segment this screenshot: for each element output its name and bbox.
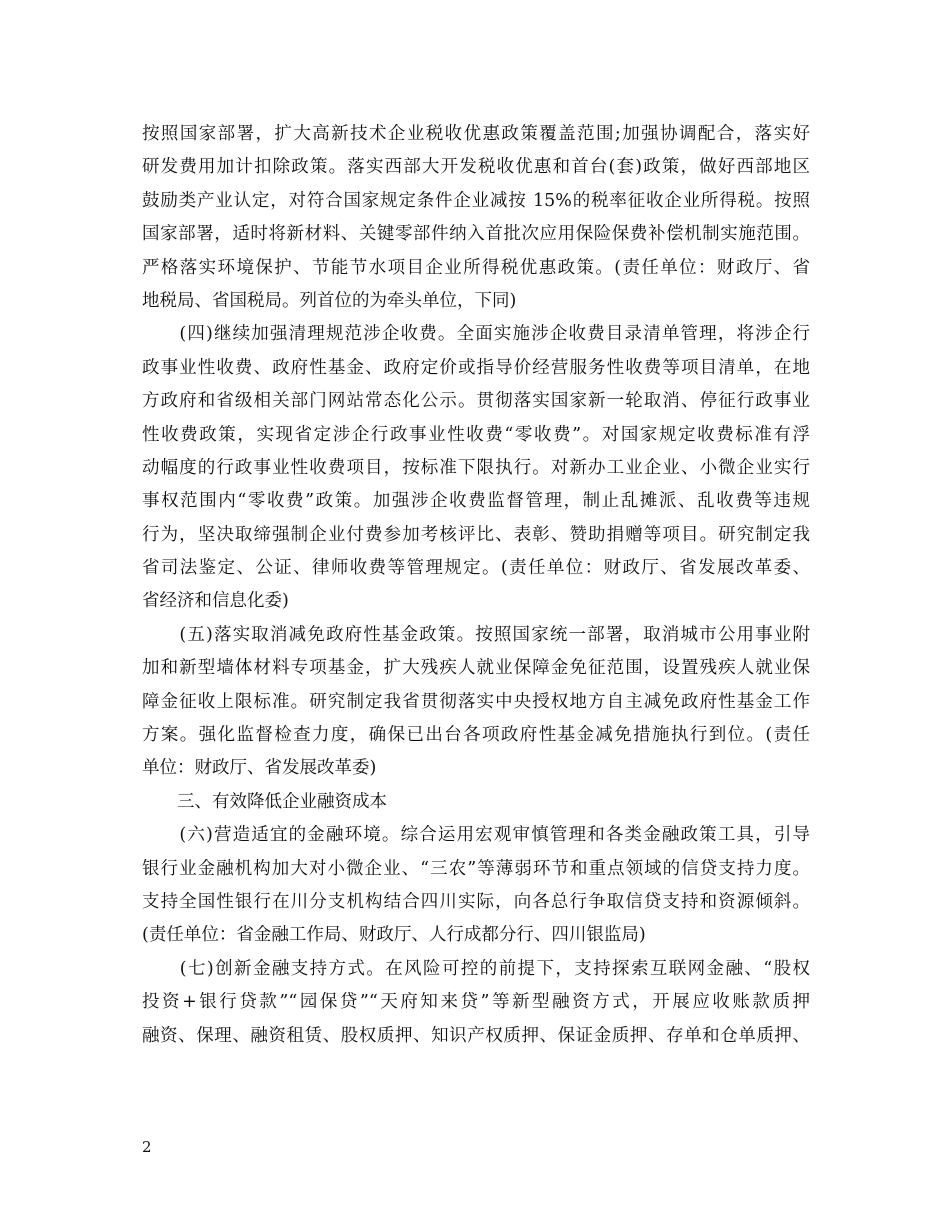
text-line: 政事业性收费、政府性基金、政府定价或指导价经营服务性收费等项目清单，在地 — [142, 357, 810, 378]
text-line: 银行业金融机构加大对小微企业、“三农”等薄弱环节和重点领域的信贷支持力度。 — [142, 858, 810, 879]
text-line: 性收费政策，实现省定涉企行政事业性收费“零收费”。对国家规定收费标准有浮 — [142, 424, 810, 445]
text-line: 加和新型墙体材料专项基金，扩大残疾人就业保障金免征范围，设置残疾人就业保 — [142, 658, 810, 679]
text-line: 方政府和省级相关部门网站常态化公示。贯彻落实国家新一轮取消、停征行政事业 — [142, 391, 810, 412]
document-body — [142, 118, 810, 1053]
text-line: 省经济和信息化委) — [142, 591, 289, 612]
text-line: 单位：财政厅、省发展改革委) — [142, 758, 377, 779]
text-line: 省司法鉴定、公证、律师收费等管理规定。(责任单位：财政厅、省发展改革委、 — [142, 558, 810, 579]
text-line: (七)创新金融支持方式。在风险可控的前提下，支持探索互联网金融、“股权 — [142, 958, 810, 979]
text-line: 事权范围内“零收费”政策。加强涉企收费监督管理，制止乱摊派、乱收费等违规 — [142, 491, 810, 512]
text-line: 鼓励类产业认定，对符合国家规定条件企业减按 15%的税率征收企业所得税。按照 — [142, 190, 810, 211]
text-line: 严格落实环境保护、节能节水项目企业所得税优惠政策。(责任单位：财政厅、省 — [142, 257, 810, 278]
text-line: 融资、保理、融资租赁、股权质押、知识产权质押、保证金质押、存单和仓单质押、 — [142, 1025, 810, 1046]
text-line: (六)营造适宜的金融环境。综合运用宏观审慎管理和各类金融政策工具，引导 — [142, 825, 810, 846]
text-line: (四)继续加强清理规范涉企收费。全面实施涉企收费目录清单管理，将涉企行 — [142, 324, 810, 345]
text-line: 投资+银行贷款”“园保贷”“天府知来贷”等新型融资方式，开展应收账款质押 — [142, 992, 810, 1013]
text-line: 三、有效降低企业融资成本 — [142, 791, 387, 812]
text-line: (责任单位：省金融工作局、财政厅、人行成都分行、四川银监局) — [142, 925, 646, 946]
text-line: 方案。强化监督检查力度，确保已出台各项政府性基金减免措施执行到位。(责任 — [142, 725, 810, 746]
text-line: 行为，坚决取缔强制企业付费参加考核评比、表彰、赞助捐赠等项目。研究制定我 — [142, 524, 810, 545]
text-line: 动幅度的行政事业性收费项目，按标准下限执行。对新办工业企业、小微企业实行 — [142, 457, 810, 478]
text-line: (五)落实取消减免政府性基金政策。按照国家统一部署，取消城市公用事业附 — [142, 624, 810, 645]
text-line: 按照国家部署，扩大高新技术企业税收优惠政策覆盖范围;加强协调配合，落实好 — [142, 124, 810, 144]
page-number: 2 — [142, 1138, 152, 1156]
text-line: 地税局、省国税局。列首位的为牵头单位，下同) — [142, 290, 517, 311]
text-line: 支持全国性银行在川分支机构结合四川实际，向各总行争取信贷支持和资源倾斜。 — [142, 891, 810, 912]
text-line: 研发费用加计扣除政策。落实西部大开发税收优惠和首台(套)政策，做好西部地区 — [142, 157, 810, 178]
text-line: 国家部署，适时将新材料、关键零部件纳入首批次应用保险保费补偿机制实施范围。 — [142, 224, 810, 245]
text-line: 障金征收上限标准。研究制定我省贯彻落实中央授权地方自主减免政府性基金工作 — [142, 691, 810, 712]
